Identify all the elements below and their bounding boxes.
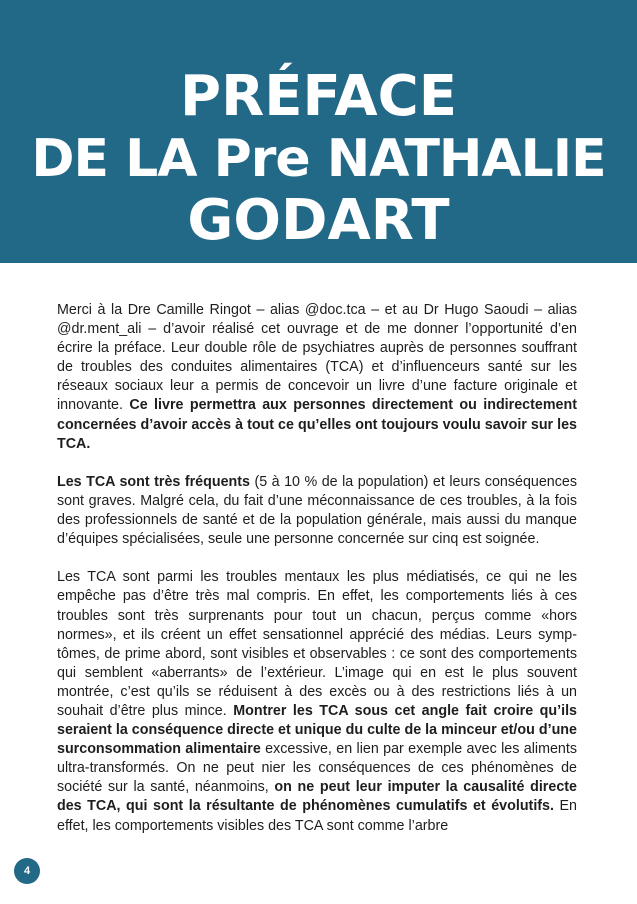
page-number-badge: 4	[14, 858, 40, 884]
bold-segment: Les TCA sont très fréquents	[57, 473, 250, 490]
text-segment: Merci à la Dre Camille Ringot – alias @doc.tca – et au Dr Hugo Saoudi – alias @dr.ment_ali – d’avoir réalisé cet ouvrage et de me donner l’opportunité d’en écrire la préface. Leur double rôle de psychiatres auprès de personnes souffrant de troubles des conduites alimentaires (TCA) et d’influenceurs santé sur les réseaux sociaux leur a permis de concevoir un livre d’une facture originale et innovante.	[57, 302, 577, 414]
title-line-2: DE LA Pre NATHALIE	[31, 129, 606, 189]
bold-segment: Ce livre permettra aux personnes directement ou indirectement concernées d’avoir accès à tout ce qu’elles ont toujours voulu savoir sur les TCA.	[57, 397, 577, 452]
paragraph-2	[57, 473, 577, 549]
bold-segment: on ne peut leur imputer la causalité directe des TCA, qui sont la résultante de phénomènes cumulatifs et évolutifs.	[57, 779, 577, 815]
paragraph-1	[57, 301, 577, 454]
paragraph-3	[57, 568, 577, 835]
header-band	[0, 0, 637, 263]
text-segment: En effet, les comportements visibles des TCA sont comme l’arbre	[57, 798, 577, 834]
text-segment: excessive, en lien par exemple avec les aliments ultra-transformés. On ne peut nier les conséquences de ces phénomènes de société sur la santé, néanmoins,	[57, 741, 577, 796]
title-line-3: GODART	[187, 188, 450, 253]
text-segment: Les TCA sont parmi les troubles mentaux les plus médiatisés, ce qui ne les empêche pas d’être très mal compris. En effet, les comportements liés à ces troubles sont très surprenants pour tout un chacun, perçus comme «hors normes», et ils créent un effet sensationnel apprécié des médias. Leurs symptômes, de prime abord, sont visibles et observables : ce sont des comportements qui semblent «aberrants» de l’extérieur. L’image qui en est le plus souvent montrée, c’est qu’ils se réduisent à des excès ou à des restrictions liés à un souhait d’être plus mince.	[57, 569, 577, 719]
bold-segment: Montrer les TCA sous cet angle fait croire qu’ils seraient la conséquence directe et unique du culte de la minceur et/ou d’une surconsommation alimentaire	[57, 702, 578, 758]
page-title	[0, 66, 637, 252]
body-text	[57, 301, 577, 855]
title-line-1: PRÉFACE	[180, 64, 457, 129]
text-segment: (5 à 10 % de la population) et leurs conséquences sont graves. Malgré cela, du fait d’une méconnaissance de ces troubles, à la fois des professionnels de santé et de la population générale, mais aussi du manque d’équipes spécialisées, seule une personne concernée sur cinq est soignée.	[57, 473, 578, 548]
